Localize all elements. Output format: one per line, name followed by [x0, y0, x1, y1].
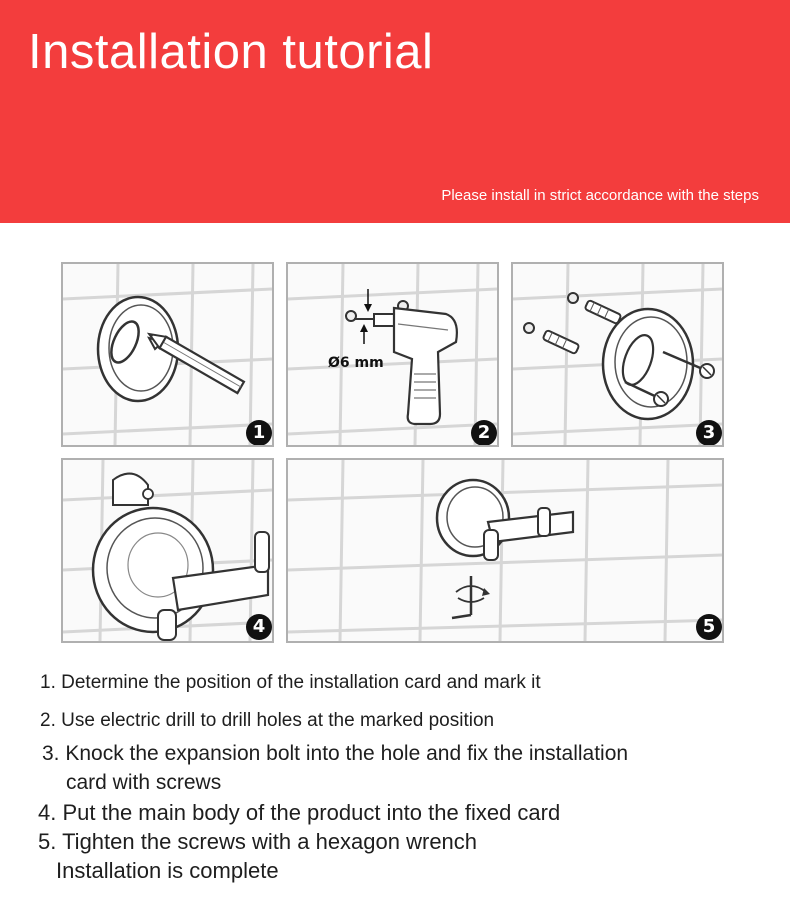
step-badge-5: 5: [696, 614, 722, 640]
step-1-panel: [61, 262, 274, 447]
drill-size-label: Ø6 mm: [328, 355, 384, 371]
step-3-panel: [511, 262, 724, 447]
expansion-bolt-screws-icon: [513, 264, 722, 445]
page-subtitle: Please install in strict accordance with the steps: [441, 187, 759, 204]
instruction-step-3-continued: card with screws: [66, 771, 222, 794]
mount-body-icon: [63, 460, 272, 641]
instruction-step-3: 3. Knock the expansion bolt into the hole and fix the installation: [42, 742, 629, 765]
step-badge-1: 1: [246, 420, 272, 446]
electric-drill-icon: [288, 264, 497, 445]
hex-wrench-icon: [288, 460, 722, 641]
installation-complete: Installation is complete: [56, 858, 279, 883]
instruction-step-2: 2. Use electric drill to drill holes at the marked position: [40, 710, 495, 731]
step-badge-2: 2: [471, 420, 497, 446]
step-4-panel: [61, 458, 274, 643]
step-badge-4: 4: [246, 614, 272, 640]
page-title: Installation tutorial: [28, 25, 434, 79]
step-badge-3: 3: [696, 420, 722, 446]
header-banner: [0, 0, 790, 223]
pencil-mark-icon: [63, 264, 272, 445]
instruction-step-1: 1. Determine the position of the installation card and mark it: [40, 672, 541, 693]
step-5-panel: [286, 458, 724, 643]
instruction-step-5: 5. Tighten the screws with a hexagon wrench: [38, 829, 478, 854]
instruction-step-4: 4. Put the main body of the product into the fixed card: [38, 800, 561, 825]
step-2-panel: [286, 262, 499, 447]
